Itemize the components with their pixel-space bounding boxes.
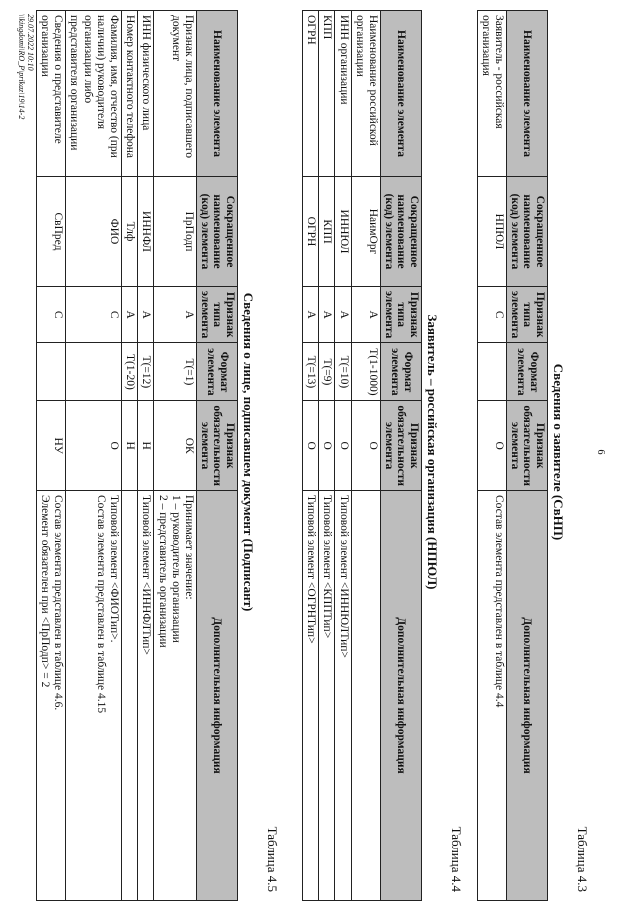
cell-required: ОК (154, 401, 197, 491)
table-header-row (197, 11, 238, 901)
cell-info: Типовой элемент <ОГРНТип> (302, 490, 318, 900)
cell-format (477, 343, 506, 401)
table-header-row (381, 11, 422, 901)
header-additional-info: Дополнительная информация (381, 490, 422, 900)
cell-format: T(=9) (319, 343, 335, 401)
cell-code: ПрПодп (154, 177, 197, 287)
cell-info (138, 490, 154, 900)
header-type-flag: Признак типа элемента (381, 287, 422, 343)
table-4-4-caption: Таблица 4.4 (449, 826, 464, 892)
cell-name: ИНН физического лица (138, 11, 154, 177)
cell-code: НПЮЛ (477, 177, 506, 287)
cell-name: Признак лица, подписавшего документ (154, 11, 197, 177)
page-number: 6 (595, 449, 606, 455)
table-4-5-title: Сведения о лице, подписавшем документ (Подписант) (241, 292, 256, 612)
cell-name: Наименование российской организации (351, 11, 380, 177)
cell-required: О (319, 401, 335, 491)
header-additional-info: Дополнительная информация (507, 490, 548, 900)
cell-format: T(1-1000) (351, 343, 380, 401)
cell-required: О (66, 401, 122, 491)
info-line: Типовой элемент <ФИОТип>. (107, 494, 120, 643)
cell-name: Заявитель - российская организация (477, 11, 506, 177)
cell-required: НУ (36, 401, 65, 491)
cell-code: ИННФЛ (138, 177, 154, 287)
cell-format: T(=10) (335, 343, 351, 401)
header-type-flag: Признак типа элемента (507, 287, 548, 343)
cell-name: ИНН организации (335, 11, 351, 177)
table-row (351, 11, 380, 901)
cell-type: С (36, 287, 65, 343)
header-element-name: Наименование элемента (197, 11, 238, 177)
cell-type: С (66, 287, 122, 343)
table-header-row (507, 11, 548, 901)
cell-code: ИННЮЛ (335, 177, 351, 287)
info-line: 1 – руководитель организации (169, 494, 182, 643)
cell-required: О (302, 401, 318, 491)
cell-required: О (351, 401, 380, 491)
table-4-3-title: Сведения о заявителе (СвНП) (551, 363, 566, 541)
header-required-flag: Признак обязательности элемента (381, 401, 422, 491)
table-4-5 (36, 10, 238, 901)
info-line: Состав элемента представлен в таблице 4.6. (52, 494, 65, 711)
cell-format: T(=1) (154, 343, 197, 401)
cell-name: ОГРН (302, 11, 318, 177)
info-line: Принимает значение: (183, 494, 196, 600)
header-format: Формат элемента (197, 343, 238, 401)
cell-code: СвПред (36, 177, 65, 287)
cell-info (154, 490, 197, 900)
table-row (154, 11, 197, 901)
cell-type: А (302, 287, 318, 343)
cell-type: А (319, 287, 335, 343)
header-short-name: Сокращенное наименование (код) элемента (507, 177, 548, 287)
cell-required: О (335, 401, 351, 491)
cell-info: Типовой элемент <ИННЮЛТип> (335, 490, 351, 900)
header-element-name: Наименование элемента (381, 11, 422, 177)
rotated-document (10, 2, 630, 902)
table-4-4 (302, 10, 422, 901)
cell-format: T(=12) (138, 343, 154, 401)
cell-required: О (477, 401, 506, 491)
cell-format: T(1-20) (121, 343, 137, 401)
cell-name: КПП (319, 11, 335, 177)
cell-type: А (121, 287, 137, 343)
table-row (36, 11, 65, 901)
cell-code: НаимОрг (351, 177, 380, 287)
cell-info (121, 490, 137, 900)
cell-name: Фамилия, имя, отчество (при наличии) руководителя организации либо представителя организации (66, 11, 122, 177)
cell-name: Сведения о представителе организации (36, 11, 65, 177)
table-row (302, 11, 318, 901)
table-row (335, 11, 351, 901)
table-4-5-caption: Таблица 4.5 (265, 826, 280, 892)
cell-info: Типовой элемент <КППТип> (319, 490, 335, 900)
info-line: Элемент обязателен при <ПрПодп> = 2 (38, 494, 51, 688)
table-4-3 (477, 10, 548, 901)
header-format: Формат элемента (381, 343, 422, 401)
info-line: Состав элемента представлен в таблице 4.15 (94, 494, 107, 714)
info-line: Типовой элемент <ИННФЛТип> (140, 494, 153, 655)
header-type-flag: Признак типа элемента (197, 287, 238, 343)
cell-type: А (138, 287, 154, 343)
header-required-flag: Признак обязательности элемента (507, 401, 548, 491)
table-row (138, 11, 154, 901)
table-4-3-caption: Таблица 4.3 (575, 826, 590, 892)
cell-code: ФИО (66, 177, 122, 287)
table-4-4-title: Заявитель – российская организация (НПЮЛ) (425, 314, 440, 590)
header-format: Формат элемента (507, 343, 548, 401)
cell-format: T(=13) (302, 343, 318, 401)
header-short-name: Сокращенное наименование (код) элемента (197, 177, 238, 287)
cell-required: Н (121, 401, 137, 491)
cell-info (66, 490, 122, 900)
cell-name: Номер контактного телефона (121, 11, 137, 177)
cell-required: Н (138, 401, 154, 491)
table-row (66, 11, 122, 901)
footer-path: \\kingdomi\RO_P\prikaz\19\14-2 (16, 14, 26, 120)
cell-format (66, 343, 122, 401)
table-row (121, 11, 137, 901)
cell-code: Тлф (121, 177, 137, 287)
header-element-name: Наименование элемента (507, 11, 548, 177)
header-additional-info: Дополнительная информация (197, 490, 238, 900)
cell-format (36, 343, 65, 401)
cell-type: С (477, 287, 506, 343)
cell-code: КПП (319, 177, 335, 287)
table-row (319, 11, 335, 901)
cell-info (36, 490, 65, 900)
header-required-flag: Признак обязательности элемента (197, 401, 238, 491)
cell-info: Состав элемента представлен в таблице 4.4 (477, 490, 506, 900)
info-line: 2 – представитель организации (156, 494, 169, 648)
cell-type: А (154, 287, 197, 343)
footer-date: 29.07.2022 10:10 (26, 14, 36, 71)
cell-info (351, 490, 380, 900)
footer-stamp (16, 14, 35, 119)
cell-type: А (351, 287, 380, 343)
header-short-name: Сокращенное наименование (код) элемента (381, 177, 422, 287)
table-row (477, 11, 506, 901)
cell-code: ОГРН (302, 177, 318, 287)
cell-type: А (335, 287, 351, 343)
